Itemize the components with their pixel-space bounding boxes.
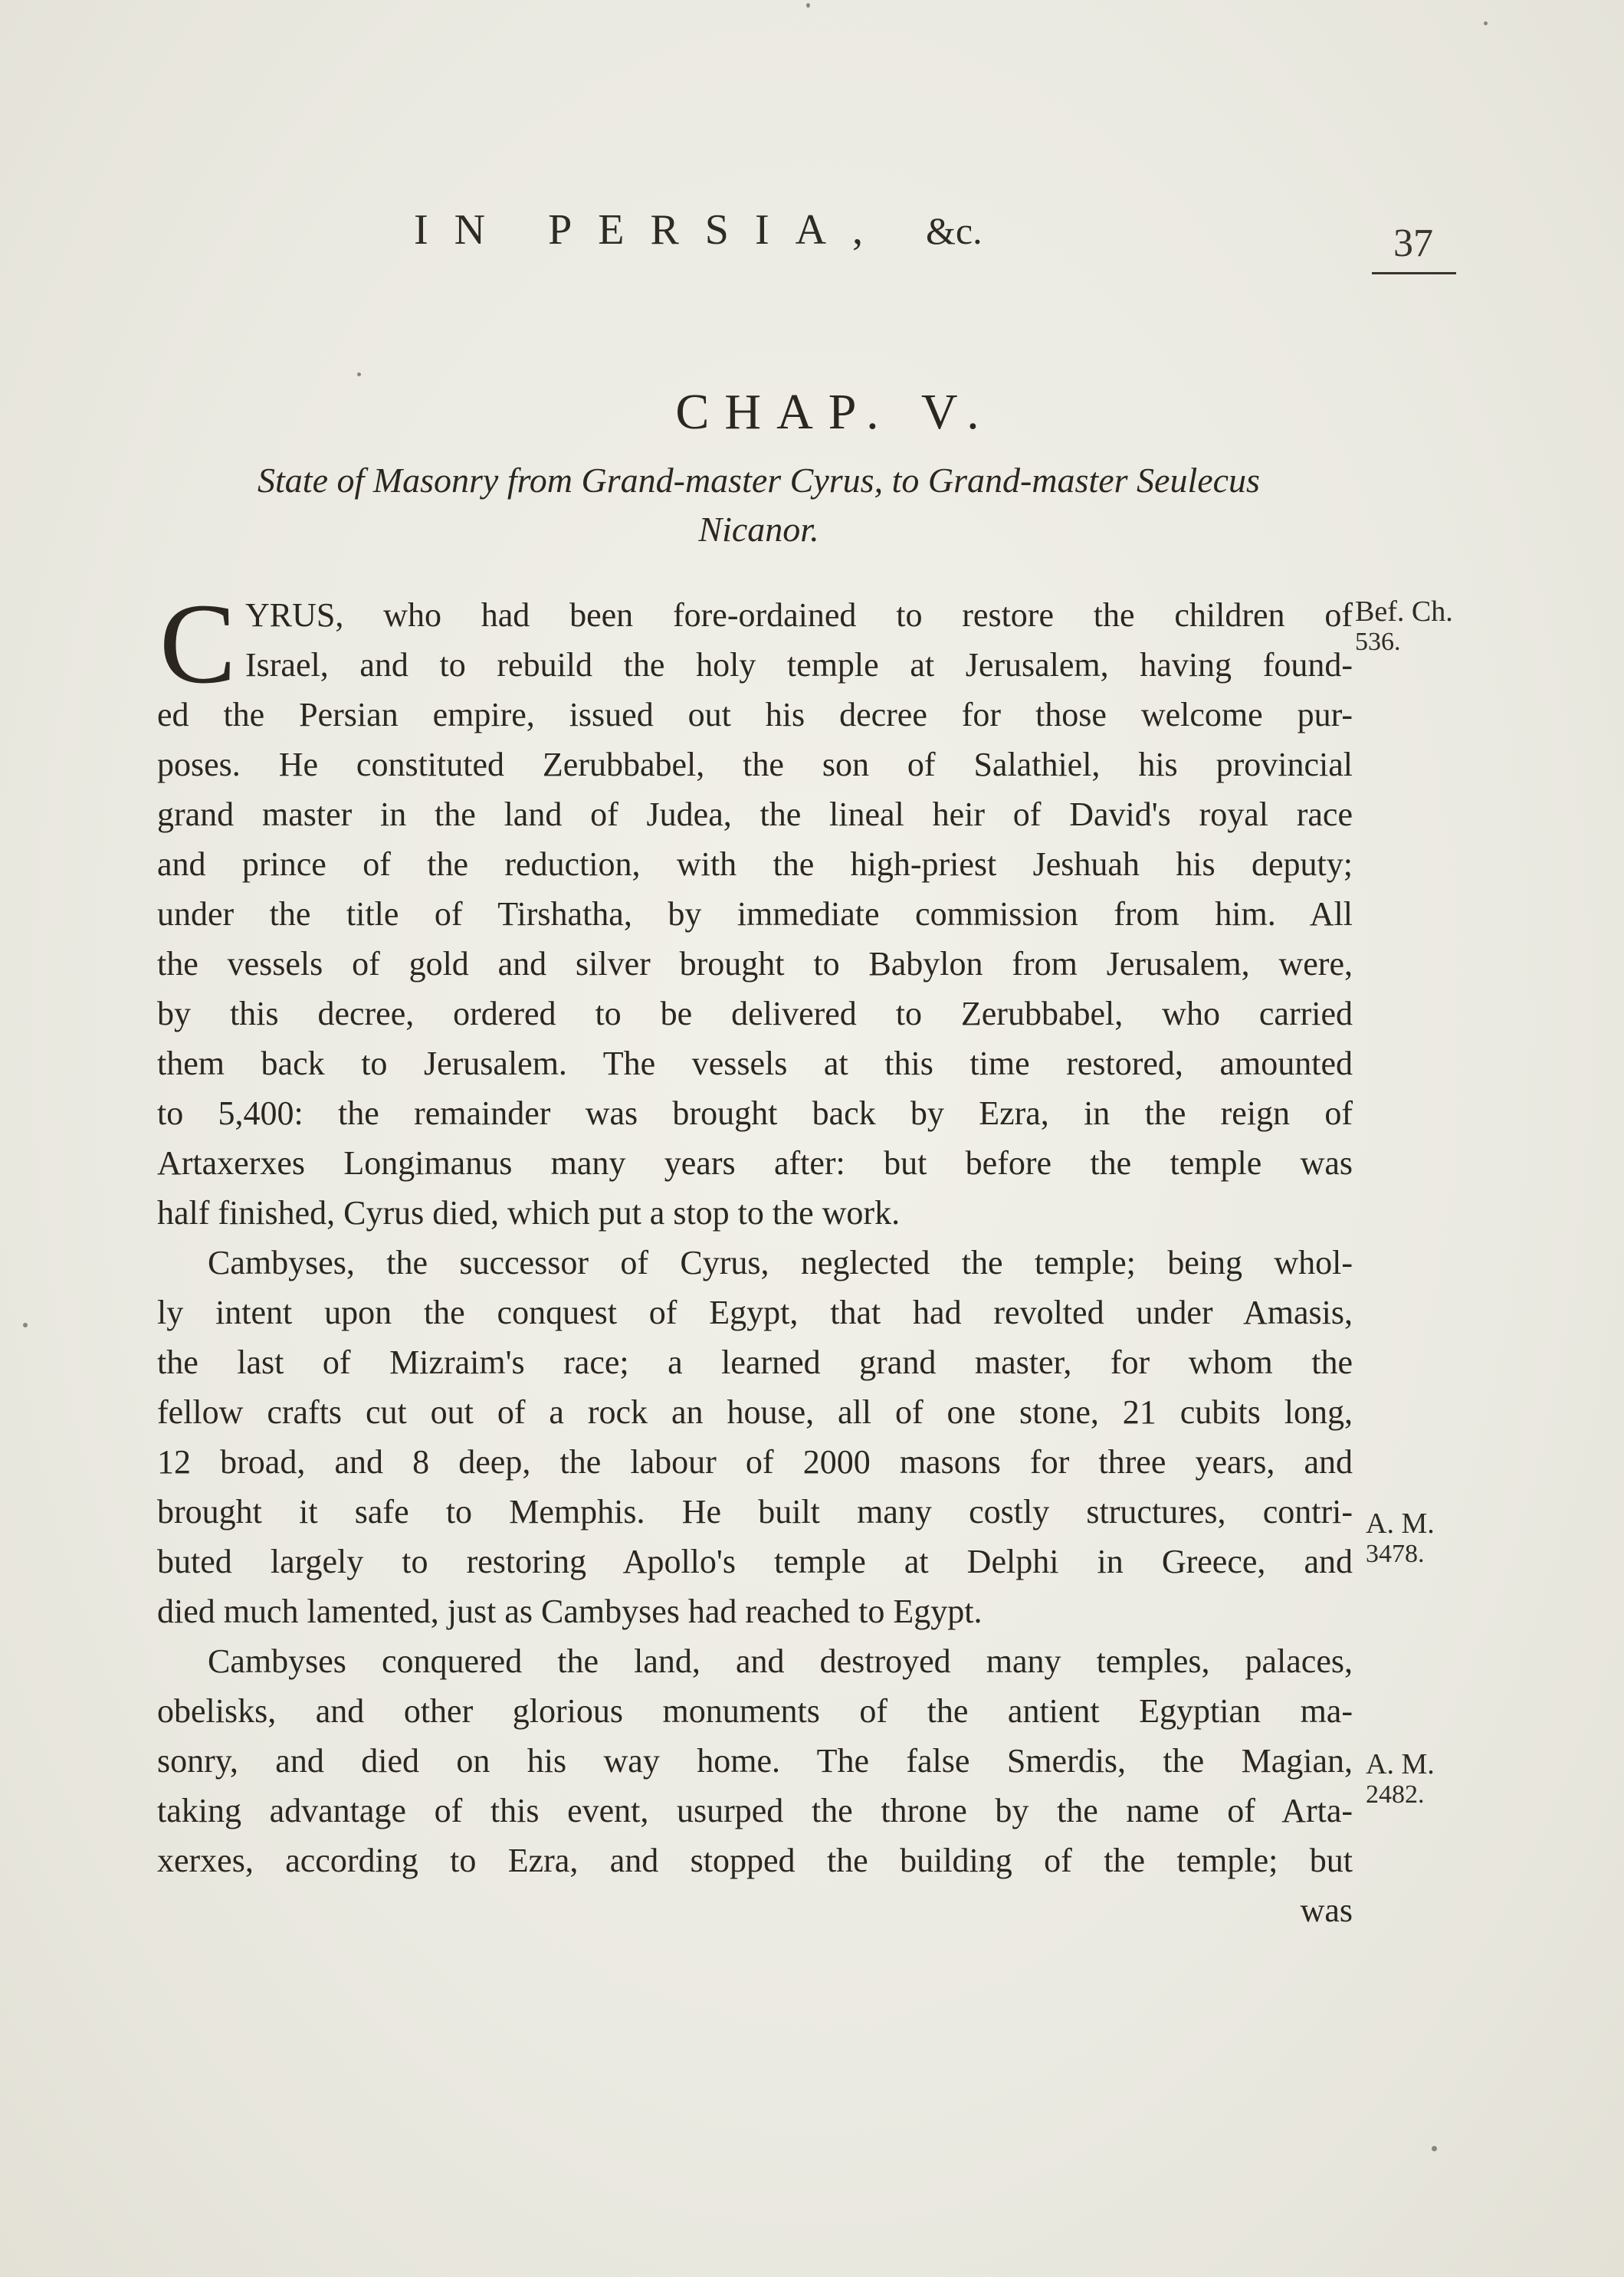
paper-speck bbox=[1484, 21, 1488, 25]
text-line: grand master in the land of Judea, the lineal heir of David's royal race bbox=[157, 796, 1353, 833]
subtitle-line-1: State of Masonry from Grand-master Cyrus, to Grand-master Seulecus bbox=[258, 461, 1260, 500]
text-line: brought it safe to Memphis. He built many costly structures, contri- bbox=[157, 1493, 1353, 1531]
margin-note-line: A. M. bbox=[1366, 1508, 1435, 1540]
text-line: buted largely to restoring Apollo's temple at Delphi in Greece, and bbox=[157, 1543, 1353, 1580]
text-line: Cambyses, the successor of Cyrus, neglected the temple; being whol- bbox=[208, 1244, 1353, 1281]
margin-note-bef-ch bbox=[1355, 596, 1453, 658]
subtitle-line-2: Nicanor. bbox=[698, 510, 819, 549]
text-line: Cambyses conquered the land, and destroyed many temples, palaces, bbox=[208, 1642, 1353, 1680]
text-line: by this decree, ordered to be delivered to Zerubbabel, who carried bbox=[157, 995, 1353, 1032]
running-title: IN PERSIA, bbox=[414, 206, 890, 254]
margin-note-line: 536. bbox=[1355, 628, 1401, 656]
running-etc: &c. bbox=[926, 209, 983, 252]
text-line: to 5,400: the remainder was brought back by Ezra, in the reign of bbox=[157, 1094, 1353, 1132]
text-line: under the title of Tirshatha, by immediate commission from him. All bbox=[157, 895, 1353, 933]
text-line: ed the Persian empire, issued out his decree for those welcome pur- bbox=[157, 696, 1353, 733]
text-line: taking advantage of this event, usurped the throne by the name of Arta- bbox=[157, 1792, 1353, 1829]
running-head bbox=[414, 205, 983, 254]
text-line: half finished, Cyrus died, which put a stop to the work. bbox=[157, 1194, 901, 1232]
page-number: 37 bbox=[1393, 221, 1433, 265]
catchword: was bbox=[1300, 1891, 1353, 1929]
chapter-title: CHAP. V. bbox=[675, 384, 995, 440]
text-line: the vessels of gold and silver brought to Babylon from Jerusalem, were, bbox=[157, 945, 1353, 983]
text-line: poses. He constituted Zerubbabel, the son of Salathiel, his provincial bbox=[157, 746, 1353, 783]
text-line: Israel, and to rebuild the holy temple at Jerusalem, having found- bbox=[245, 646, 1353, 684]
margin-note-line: 3478. bbox=[1366, 1540, 1425, 1568]
paper-speck bbox=[357, 372, 361, 376]
text-line: the last of Mizraim's race; a learned grand master, for whom the bbox=[157, 1344, 1353, 1381]
text-line: xerxes, according to Ezra, and stopped the building of the temple; but bbox=[157, 1842, 1353, 1879]
text-line: Artaxerxes Longimanus many years after: but before the temple was bbox=[157, 1144, 1353, 1182]
text-line: and prince of the reduction, with the high-priest Jeshuah his deputy; bbox=[157, 845, 1353, 883]
margin-note-am-2482 bbox=[1366, 1749, 1435, 1810]
paper-speck bbox=[23, 1323, 28, 1327]
text-line: obelisks, and other glorious monuments of the antient Egyptian ma- bbox=[157, 1692, 1353, 1730]
margin-note-line: 2482. bbox=[1366, 1780, 1425, 1809]
text-line: them back to Jerusalem. The vessels at this time restored, amounted bbox=[157, 1045, 1353, 1082]
paper-speck bbox=[1432, 2146, 1437, 2151]
text-line: YRUS, who had been fore-ordained to restore the children of bbox=[245, 596, 1353, 634]
text-line: 12 broad, and 8 deep, the labour of 2000 masons for three years, and bbox=[157, 1443, 1353, 1481]
chapter-subtitle bbox=[153, 456, 1364, 554]
text-line: died much lamented, just as Cambyses had reached to Egypt. bbox=[157, 1593, 983, 1630]
margin-note-line: A. M. bbox=[1366, 1748, 1435, 1780]
paper-speck bbox=[806, 3, 810, 8]
page-number-rule bbox=[1372, 272, 1456, 274]
drop-cap: C bbox=[159, 580, 237, 707]
text-line: sonry, and died on his way home. The false Smerdis, the Magian, bbox=[157, 1742, 1353, 1780]
margin-note-line: Bef. Ch. bbox=[1355, 595, 1453, 628]
text-line: ly intent upon the conquest of Egypt, that had revolted under Amasis, bbox=[157, 1294, 1353, 1331]
body-text bbox=[157, 590, 1353, 1935]
margin-note-am-3478 bbox=[1366, 1508, 1435, 1570]
text-line: fellow crafts cut out of a rock an house, all of one stone, 21 cubits long, bbox=[157, 1393, 1353, 1431]
